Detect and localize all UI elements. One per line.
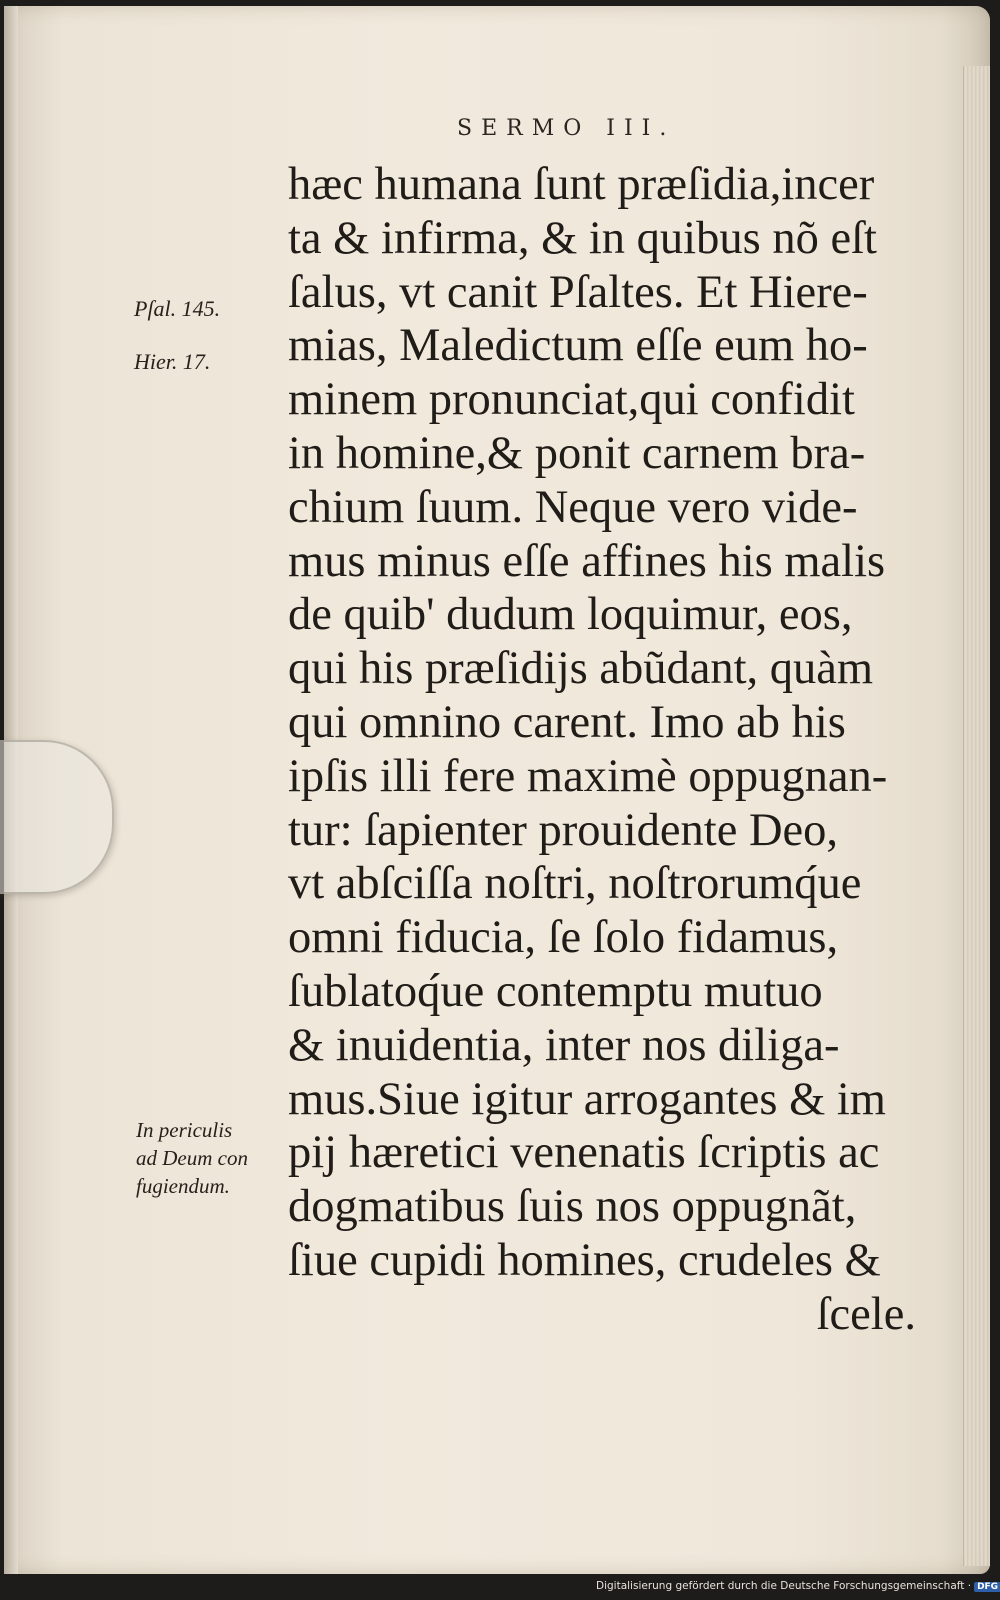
body-text bbox=[288, 158, 928, 1342]
text-line: qui omnino carent. Imo ab his bbox=[288, 696, 846, 748]
footer-credit bbox=[596, 1580, 1000, 1592]
marginal-note-line: In periculis bbox=[136, 1118, 233, 1142]
marginal-note-periculis bbox=[136, 1116, 248, 1200]
marginal-note-line: ad Deum con bbox=[136, 1146, 248, 1170]
text-line: ſublatoq́ue contemptu mutuo bbox=[288, 965, 823, 1017]
text-line: omni fiducia, ſe ſolo fidamus, bbox=[288, 912, 839, 964]
text-line: de quib' dudum loquimur, eos, bbox=[288, 589, 853, 641]
text-line: chium ſuum. Neque vero vide- bbox=[288, 481, 858, 533]
text-line: ipſis illi fere maximè oppugnan- bbox=[288, 750, 888, 802]
text-line: ſiue cupidi homines, crudeles & bbox=[288, 1234, 881, 1286]
text-line: in homine,& ponit carnem bra- bbox=[288, 427, 866, 479]
text-line: dogmatibus ſuis nos oppugnãt, bbox=[288, 1181, 857, 1233]
catchword: ſcele. bbox=[816, 1288, 916, 1340]
text-line: & inuidentia, inter nos diliga- bbox=[288, 1019, 840, 1071]
marginal-note-hieremias: Hier. 17. bbox=[134, 349, 211, 374]
book-page bbox=[4, 6, 990, 1574]
running-head: SERMO III. bbox=[457, 116, 676, 141]
text-line: qui his præſidijs abũdant, quàm bbox=[288, 643, 874, 695]
text-line: mias, Maledictum eſſe eum ho- bbox=[288, 320, 868, 372]
text-line: minem pronunciat,qui confidit bbox=[288, 374, 855, 426]
text-line: pij hæretici venenatis ſcriptis ac bbox=[288, 1127, 880, 1179]
text-line: mus minus eſſe affines his malis bbox=[288, 535, 886, 587]
text-line: mus.Siue igitur arrogantes & im bbox=[288, 1073, 886, 1125]
text-line: vt abſciſſa noſtri, noſtrorumq́ue bbox=[288, 858, 862, 910]
text-line: tur: ſapienter prouidente Deo, bbox=[288, 804, 839, 856]
text-line: hæc humana ſunt præſidia,incer bbox=[288, 159, 875, 210]
marginal-note-line: fugiendum. bbox=[136, 1174, 230, 1198]
dfg-logo: DFG bbox=[974, 1582, 1000, 1592]
page-edge bbox=[963, 66, 990, 1566]
text-line: ta & infirma, & in quibus nõ eſt bbox=[288, 212, 877, 264]
text-line: ſalus, vt canit Pſaltes. Et Hiere- bbox=[288, 266, 868, 318]
footer-text: Digitalisierung gefördert durch die Deutsche Forschungsgemeinschaft · bbox=[596, 1580, 972, 1592]
marginal-note-psalm: Pſal. 145. bbox=[134, 296, 221, 321]
